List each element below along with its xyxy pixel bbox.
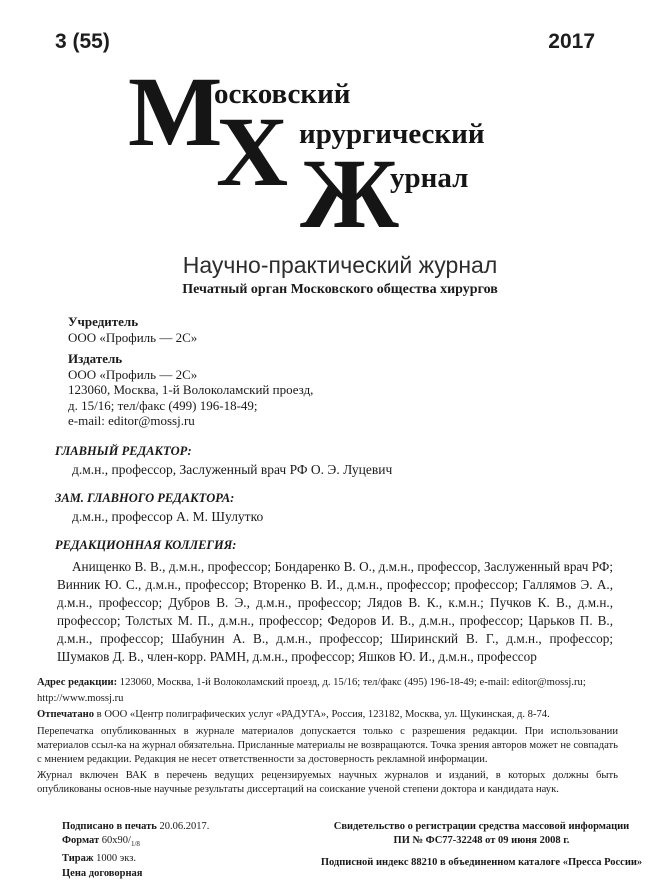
editorial-address-text: 123060, Москва, 1-й Волоколамский проезд, д. 15/16; тел/факс (495) 196-18-49; e-mail: editor@mossj.ru; http://www.mossj.ru xyxy=(37,676,586,704)
registration-certificate-line2: ПИ № ФС77-32248 от 09 июня 2008 г. xyxy=(393,834,570,846)
logo-word-surgical: ирургический xyxy=(299,118,485,150)
signed-to-print-date: 20.06.2017. xyxy=(156,820,210,832)
print-details-block xyxy=(62,820,317,882)
chief-editor-label: ГЛАВНЫЙ РЕДАКТОР: xyxy=(55,443,192,458)
imprint-block xyxy=(37,675,618,798)
editorial-address-label: Адрес редакции: xyxy=(37,676,118,688)
journal-organ-line: Печатный орган Московского общества хирургов xyxy=(182,282,498,297)
page-header xyxy=(0,0,650,54)
footer xyxy=(0,820,650,882)
editors-block xyxy=(55,444,650,666)
registration-block xyxy=(317,820,650,882)
registration-certificate-line1: Свидетельство о регистрации средства массовой информации xyxy=(333,820,630,832)
deputy-editor-name: д.м.н., профессор А. М. Шулутко xyxy=(72,508,264,524)
printed-at-text: в ООО «Центр полиграфических услуг «РАДУГА», Россия, 123182, Москва, ул. Щукинская, д. 8-74. xyxy=(94,708,550,720)
publisher-address-line2: д. 15/16; тел/факс (499) 196-18-49; xyxy=(68,397,258,413)
vak-inclusion-paragraph: Журнал включен ВАК в перечень ведущих рецензируемых научных журналов и изданий, в которых должны быть опубликованы основ-ные научные результаты диссертаций на соискание ученой степени доктора и кандидата наук. xyxy=(37,770,618,796)
founder-label: Учредитель xyxy=(68,314,139,329)
format-fraction: 1/8 xyxy=(130,840,140,849)
format-line xyxy=(62,834,317,852)
editorial-board-label: РЕДАКЦИОННАЯ КОЛЛЕГИЯ: xyxy=(55,537,237,552)
format-value: 60х90/ xyxy=(99,835,131,847)
circulation-label: Тираж xyxy=(62,853,94,865)
logo-word-journal: урнал xyxy=(390,162,469,194)
price-line: Цена договорная xyxy=(62,868,143,879)
logo-letter-zh: Ж xyxy=(300,138,399,249)
journal-logo xyxy=(0,56,650,249)
editorial-board-members: Анищенко В. В., д.м.н., профессор; Бондаренко В. О., д.м.н., профессор, Заслуженный врач РФ; Винник Ю. С., д.м.н., профессор; Вторенко В. И., д.м.н., профессор; профессор; Галлямов Э. А., д.м.н., профессор; Дубров В. Э., д.м.н., профессор; Лядов В. К., к.м.н.; Пучков К. В., д.м.н., профессор; Толстых М. П., д.м.н., профессор; Федоров И. В., д.м.н., профессор; Царьков П. В., д.м.н., профессор; Шабунин А. В., д.м.н., профессор; Ширинский В. Г., д.м.н., профессор; Шумаков Д. В., член-корр. РАМН, д.м.н., профессор; Яшков Ю. И., д.м.н., профессор xyxy=(57,558,613,664)
issue-number: 3 (55) xyxy=(55,30,110,53)
logo-letter-h: Х xyxy=(216,96,289,207)
journal-subtitle: Научно-практический журнал xyxy=(182,252,498,278)
signed-to-print-label: Подписано в печать xyxy=(62,820,157,832)
publisher-email: e-mail: editor@mossj.ru xyxy=(68,413,195,428)
format-label: Формат xyxy=(62,835,100,847)
year-label: 2017 xyxy=(548,30,595,53)
logo-word-moskovsky: осковский xyxy=(214,78,351,110)
signed-to-print-line xyxy=(62,820,317,835)
editorial-address-line xyxy=(37,675,618,707)
printed-at-line xyxy=(37,707,618,723)
publisher-name: ООО «Профиль — 2С» xyxy=(68,366,198,382)
founder-name: ООО «Профиль — 2С» xyxy=(68,329,198,345)
reprint-policy-paragraph: Перепечатка опубликованных в журнале материалов допускается только с разрешения редакции. При использовании материалов ссыл-ка на журнал обязательна. Присланные материалы не возвращаются. Точка зрения авторов может не совпадать с мнением редакции. Редакция не несет ответственности за достоверность рекламной информации. xyxy=(37,725,618,765)
printed-at-label: Отпечатано xyxy=(37,708,95,720)
subscription-index-line: Подписной индекс 88210 в объединенном каталоге «Пресса России» xyxy=(320,856,643,868)
circulation-value: 1000 экз. xyxy=(93,853,136,865)
deputy-editor-label: ЗАМ. ГЛАВНОГО РЕДАКТОРА: xyxy=(55,490,235,505)
circulation-line xyxy=(62,852,317,867)
chief-editor-name: д.м.н., профессор, Заслуженный врач РФ О. Э. Луцевич xyxy=(72,461,393,477)
publisher-label: Издатель xyxy=(68,351,123,366)
founder-publisher-block xyxy=(68,314,650,429)
publisher-address-line1: 123060, Москва, 1-й Волоколамский проезд, xyxy=(68,382,314,397)
logo-letter-m: М xyxy=(128,56,223,167)
